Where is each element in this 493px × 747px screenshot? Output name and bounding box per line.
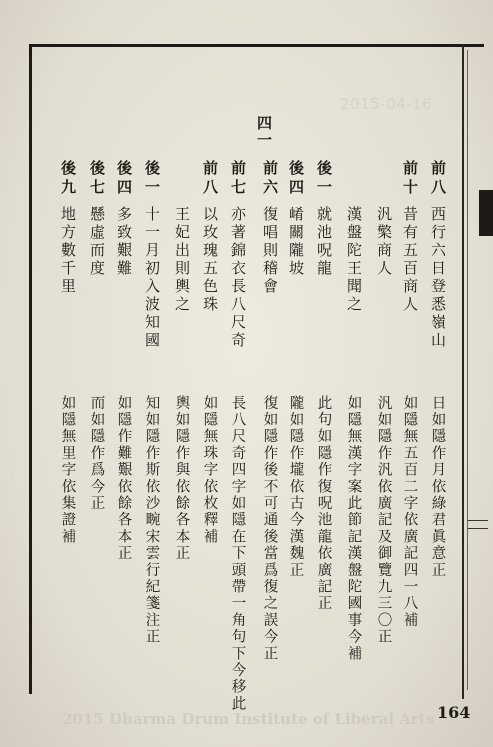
page-number: 164: [437, 703, 471, 722]
watermark: 2015 Dharma Drum Institute of Liberal Arts: [62, 710, 435, 728]
entry-phrase: 亦著錦衣長八尺奇: [229, 206, 247, 350]
entry-note: 而如隱作爲今正: [88, 395, 105, 512]
entry-note: 隴如隱作壠依古今漢魏正: [287, 395, 304, 579]
frame-top-rule: [30, 44, 484, 47]
frame-left-rule: [29, 44, 32, 694]
entry-note: 此句如隱作復呪池龍依廣記正: [315, 395, 332, 613]
entry-label: 前十: [401, 160, 419, 198]
entry-phrase: 汎檠商人: [375, 206, 393, 278]
entry-note: 長八尺奇四字如隱在下頭帶一角句下今移此: [229, 395, 246, 713]
entry-label: 後一: [315, 160, 333, 198]
entry-phrase: 十一月初入波知國: [143, 206, 161, 350]
entry-phrase: 昔有五百商人: [401, 206, 419, 314]
entry-label: 後四: [115, 160, 133, 198]
entry-note: 如隱無里字依集證補: [59, 395, 76, 546]
entry-note: 知如隱作斯依沙畹宋雲行紀箋注正: [143, 395, 160, 646]
entry-phrase: 崤關隴坡: [287, 206, 305, 278]
date-stamp: 2015-04-16: [340, 95, 433, 113]
entry-note: 輿如隱作與依餘各本正: [173, 395, 190, 562]
section-heading: 四一: [255, 115, 273, 149]
frame-right-rule: [462, 44, 464, 699]
entry-label: 後七: [88, 160, 106, 198]
entry-note: 日如隱作月依綠君眞意正: [429, 395, 446, 579]
entry-note: 復如隱作後不可通後當爲復之誤今正: [261, 395, 278, 663]
entry-phrase: 地方數千里: [59, 206, 77, 296]
entry-note: 如隱無五百二字依廣記四一八補: [401, 395, 418, 629]
entry-label: 後一: [143, 160, 161, 198]
entry-phrase: 復唱則稽會: [261, 206, 279, 296]
entry-phrase: 懸虛而度: [88, 206, 106, 278]
entry-label: 前八: [429, 160, 447, 198]
entry-note: 如隱無漢字案此節記漢盤陀國事今補: [345, 395, 362, 663]
entry-label: 前七: [229, 160, 247, 198]
entry-phrase: 以玫瑰五色珠: [201, 206, 219, 314]
entry-note: 如隱無珠字依枚釋補: [201, 395, 218, 546]
entry-phrase: 漢盤陀王聞之: [345, 206, 363, 314]
entry-phrase: 王妃出則輿之: [173, 206, 191, 314]
side-thumb-mark: [479, 190, 493, 236]
entry-phrase: 就池呪龍: [315, 206, 333, 278]
entry-note: 汎如隱作汎依廣記及御覽九三〇正: [375, 395, 392, 646]
entry-phrase: 西行六日登悉嶺山: [429, 206, 447, 350]
entry-phrase: 多致艱難: [115, 206, 133, 278]
side-tick: [468, 520, 488, 521]
entry-note: 如隱作難艱依餘各本正: [115, 395, 132, 562]
frame-right-inner-rule: [467, 50, 468, 690]
entry-label: 後九: [59, 160, 77, 198]
entry-label: 後四: [287, 160, 305, 198]
side-tick: [468, 528, 488, 529]
entry-label: 前六: [261, 160, 279, 198]
entry-label: 前八: [201, 160, 219, 198]
